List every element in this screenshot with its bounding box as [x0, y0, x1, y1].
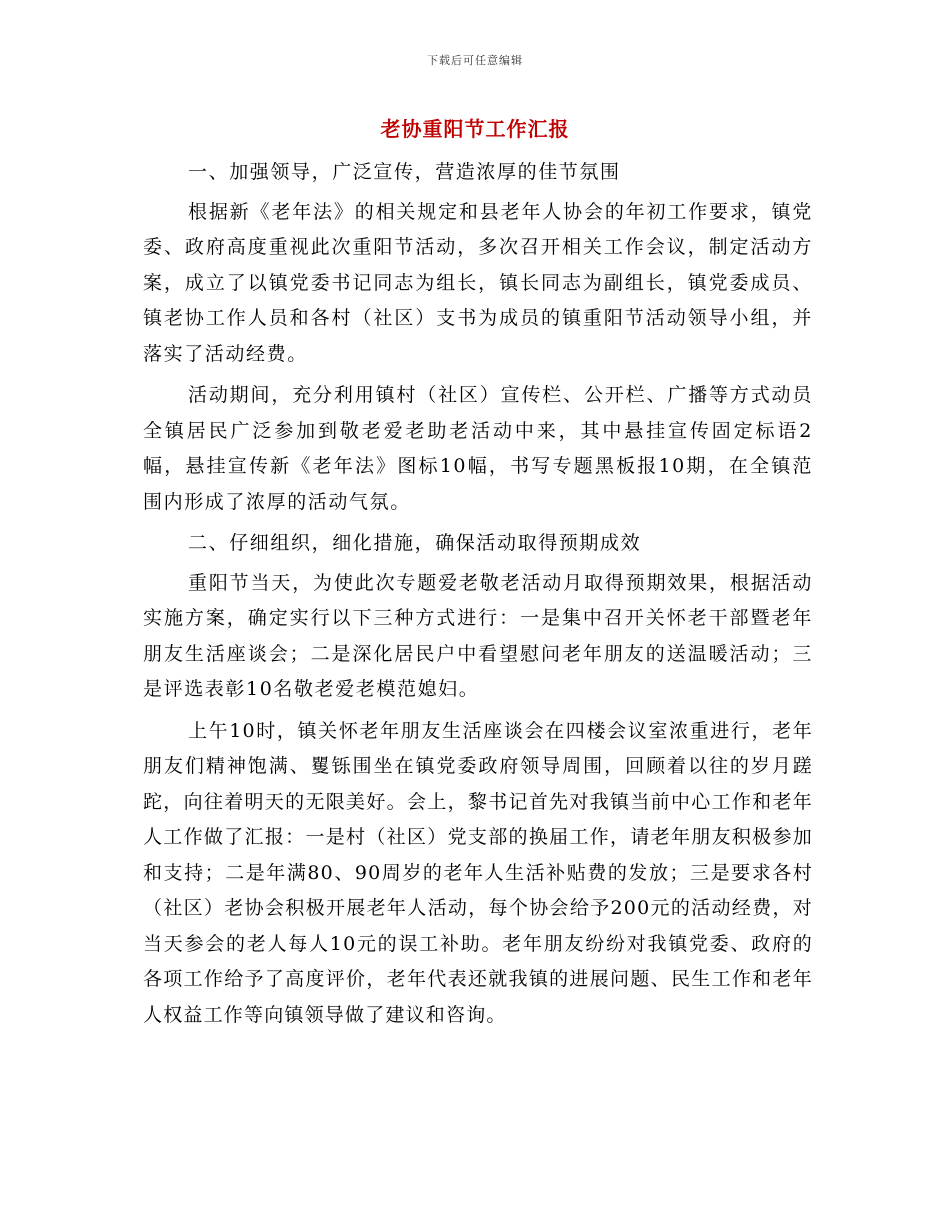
section-heading-2: 二、仔细组织，细化措施，确保活动取得预期成效 [188, 532, 642, 554]
section-heading-1: 一、加强领导，广泛宣传，营造浓厚的佳节氛围 [188, 161, 621, 183]
header-note: 下载后可任意编辑 [427, 54, 523, 67]
paragraph-4: 上午10时，镇关怀老年朋友生活座谈会在四楼会议室浓重进行，老年朋友们精神饱满、矍铄围坐在镇党委政府领导周围，回顾着以往的岁月蹉跎，向往着明天的无限美好。会上，黎书记首先对我镇当前中心工作和老年人工作做了汇报：一是村（社区）党支部的换届工作，请老年朋友积极参加和支持；二是年满80、90周岁的老年人生活补贴费的发放；三是要求各村（社区）老协会积极开展老年人活动，每个协会给予200元的活动经费，对当天参会的老人每人10元的误工补助。老年朋友纷纷对我镇党委、政府的各项工作给予了高度评价，老年代表还就我镇的进展问题、民生工作和老年人权益工作等向镇领导做了建议和咨询。 [143, 719, 813, 1026]
paragraph-1: 根据新《老年法》的相关规定和县老年人协会的年初工作要求，镇党委、政府高度重视此次重阳节活动，多次召开相关工作会议，制定活动方案，成立了以镇党委书记同志为组长，镇长同志为副组长，镇党委成员、镇老协工作人员和各村（社区）支书为成员的镇重阳节活动领导小组，并落实了活动经费。 [143, 200, 813, 365]
paragraph-3: 重阳节当天，为使此次专题爱老敬老活动月取得预期效果，根据活动实施方案，确定实行以下三种方式进行：一是集中召开关怀老干部暨老年朋友生活座谈会；二是深化居民户中看望慰问老年朋友的送温暖活动；三是评选表彰10名敬老爱老模范媳妇。 [143, 571, 813, 700]
paragraph-2: 活动期间，充分利用镇村（社区）宣传栏、公开栏、广播等方式动员全镇居民广泛参加到敬老爱老助老活动中来，其中悬挂宣传固定标语2幅，悬挂宣传新《老年法》图标10幅，书写专题黑板报10期，在全镇范围内形成了浓厚的活动气氛。 [143, 384, 813, 513]
document-body [143, 155, 813, 1039]
document-title: 老协重阳节工作汇报 [380, 117, 570, 141]
